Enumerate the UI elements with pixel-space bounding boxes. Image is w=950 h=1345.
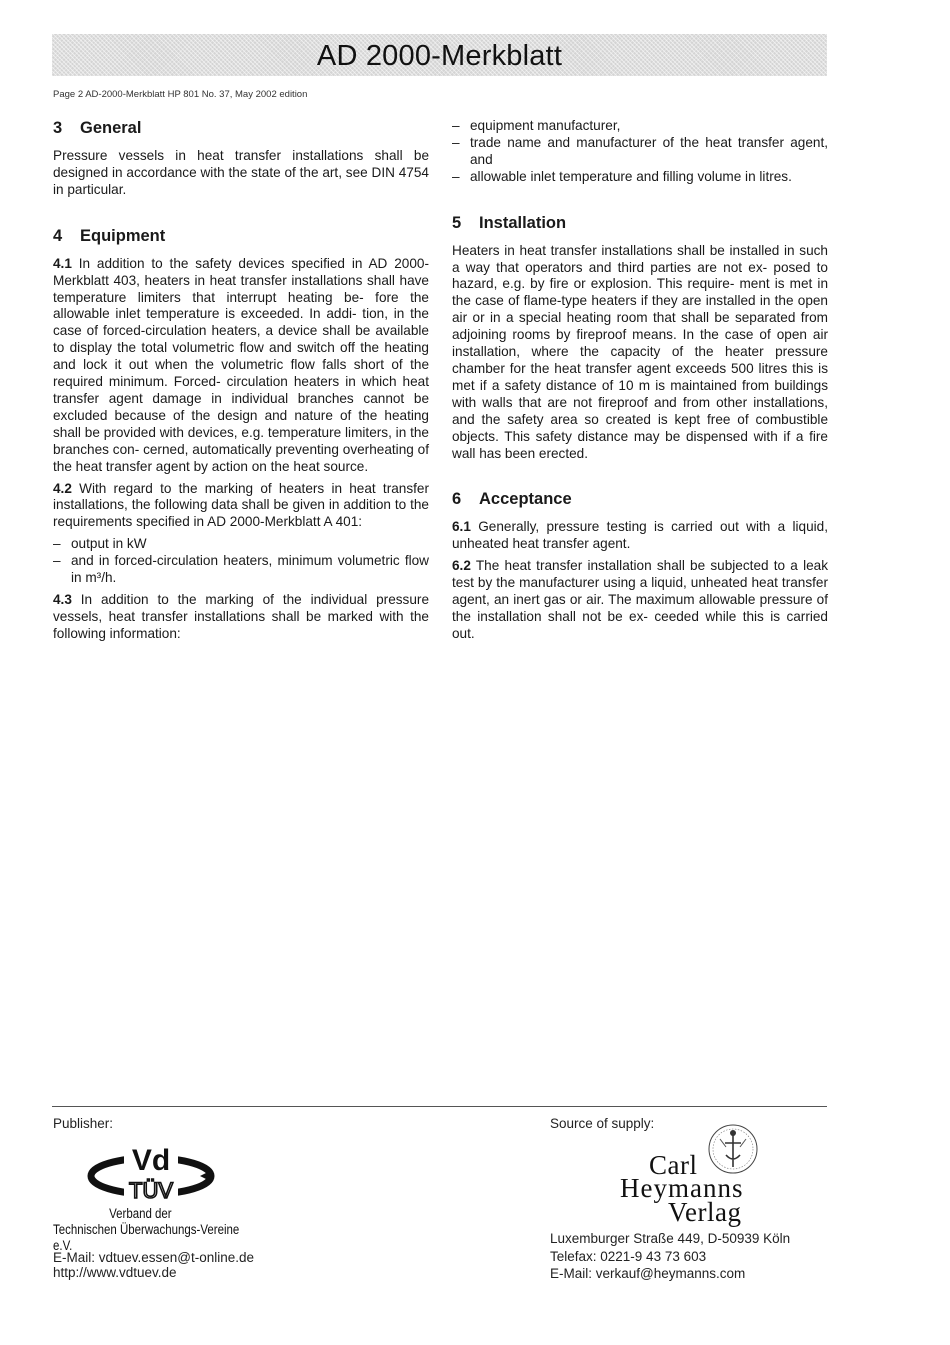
logo-text-vd: Vd xyxy=(131,1144,171,1177)
publisher-email: E-Mail: vdtuev.essen@t-online.de xyxy=(53,1250,255,1265)
section-5-text: Heaters in heat transfer installations shall be installed in such a way that operators and third parties are not ex- posed to hazard, e.g. by fire or explosion. This require- ment is met in the case of flame-type heaters if they are installed in the open air or in a special heating room that shall be separated from adjoining rooms by fireproof means. In the case of open air installation, where the capacity of the heater pressure chamber for the heat transfer agent exceeds 500 litres this is met if a safety distance of 10 m is maintained from buildings with walls that are not fireproof and from other installations, and the safety area so created is kept free of combustible objects. This safety distance may be dispensed with if a fire wall has been erected. xyxy=(452,242,828,461)
section-6-heading: 6 Acceptance xyxy=(452,490,572,509)
paragraph-4-3: 4.3 In addition to the marking of the individual pressure vessels, heat transfer installations shall be marked with the following information: xyxy=(53,591,429,641)
list-item: – and in forced-circulation heaters, minimum volumetric flow in m³/h. xyxy=(53,553,429,587)
document-title: AD 2000-Merkblatt xyxy=(316,40,563,72)
section-5-heading: 5 Installation xyxy=(452,213,567,232)
section-3-text: Pressure vessels in heat transfer installations shall be designed in accordance with the state of the art, see DIN 4754 in particular. xyxy=(53,148,429,197)
right-column xyxy=(452,118,828,648)
paragraph-4-2: 4.2 With regard to the marking of heaters in heat transfer installations, the following data shall be given in addition to the requirements specified in AD 2000-Merkblatt A 401: xyxy=(53,480,430,530)
marking-data-list xyxy=(53,536,429,587)
title-banner xyxy=(52,34,827,76)
supplier-contact xyxy=(550,1230,790,1283)
paragraph-6-2: 6.2 The heat transfer installation shall be subjected to a leak test by the manufacturer using a liquid, unheated heat transfer agent, an inert gas or air. The maximum allowable pressure of the installation shall not be ex- ceeded while this is carried out. xyxy=(452,558,829,641)
logo-text-tuv: TÜV xyxy=(129,1178,173,1203)
page-reference: Page 2 AD-2000-Merkblatt HP 801 No. 37, May 2002 edition xyxy=(53,89,308,100)
list-item: – allowable inlet temperature and filling volume in litres. xyxy=(452,169,828,186)
publisher-website: http://www.vdtuev.de xyxy=(53,1265,177,1280)
publisher-label: Publisher: xyxy=(53,1116,114,1131)
publisher-contact xyxy=(53,1250,254,1280)
paragraph-4-1: 4.1 In addition to the safety devices specified in AD 2000-Merkblatt 403, heaters in heat transfer installations shall have temperature limiters that interrupt heating be- fore the allowable inlet temperature is exceeded. In addi- tion, in the case of forced-circulation heaters, a device shall be available to display the total volumetric flow and switch off the heating and lock it out when the volumetric flow falls short of the required minimum. Forced- circulation heaters in which heat transfer agent damage in individual branches cannot be excluded because of the design and nature of the heating shall be provided with devices, e.g. temperature limiters, in the branches con- cerned, automatically preventing overheating of the heat transfer agent by action on the heat source. xyxy=(53,255,429,474)
supplier-email: E-Mail: verkauf@heymanns.com xyxy=(550,1266,746,1281)
list-item: – equipment manufacturer, xyxy=(452,118,828,135)
list-item: – output in kW xyxy=(53,536,429,553)
publisher-organisation: Verband der Technischen Überwachungs-Vereine e.V. xyxy=(53,1206,240,1253)
list-item: – trade name and manufacturer of the heat transfer agent, and xyxy=(452,135,828,169)
source-of-supply-label: Source of supply: xyxy=(550,1116,655,1131)
section-4-heading: 4 Equipment xyxy=(53,226,166,245)
supplier-fax: Telefax: 0221-9 43 73 603 xyxy=(550,1248,707,1264)
footer-divider xyxy=(52,1106,827,1107)
left-column xyxy=(53,118,429,648)
section-3-heading: 3 General xyxy=(53,119,142,137)
supplier-address: Luxemburger Straße 449, D-50939 Köln xyxy=(550,1231,791,1246)
installation-marking-list xyxy=(452,118,828,186)
vdtuev-logo xyxy=(86,1140,216,1212)
paragraph-6-1: 6.1 Generally, pressure testing is carried out with a liquid, unheated heat transfer agent. xyxy=(452,519,829,552)
